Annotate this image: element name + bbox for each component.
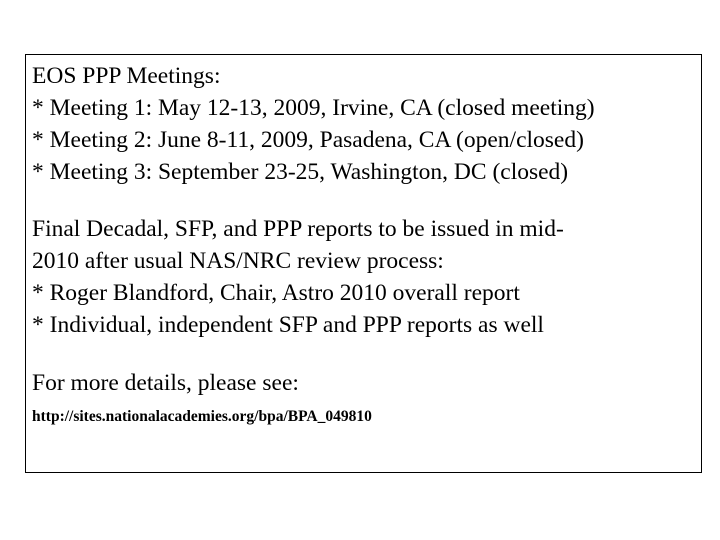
meeting-item: * Meeting 1: May 12-13, 2009, Irvine, CA (closed meeting) <box>32 95 595 121</box>
meetings-section <box>32 60 700 188</box>
reports-text-line: 2010 after usual NAS/NRC review process: <box>32 248 444 274</box>
details-section <box>32 367 700 399</box>
spacer <box>32 341 700 367</box>
spacer <box>32 399 700 406</box>
meetings-heading: EOS PPP Meetings: <box>32 63 221 89</box>
details-heading: For more details, please see: <box>32 370 299 396</box>
details-url: http://sites.nationalacademies.org/bpa/BPA_049810 <box>32 408 372 425</box>
meeting-item: * Meeting 2: June 8-11, 2009, Pasadena, CA (open/closed) <box>32 127 584 153</box>
reports-text-line: Final Decadal, SFP, and PPP reports to be issued in mid- <box>32 216 564 242</box>
meeting-item: * Meeting 3: September 23-25, Washington, DC (closed) <box>32 159 569 185</box>
reports-section <box>32 213 700 341</box>
report-item: * Individual, independent SFP and PPP reports as well <box>32 312 544 338</box>
spacer <box>32 188 700 213</box>
slide-content <box>32 60 700 428</box>
report-item: * Roger Blandford, Chair, Astro 2010 overall report <box>32 280 520 306</box>
